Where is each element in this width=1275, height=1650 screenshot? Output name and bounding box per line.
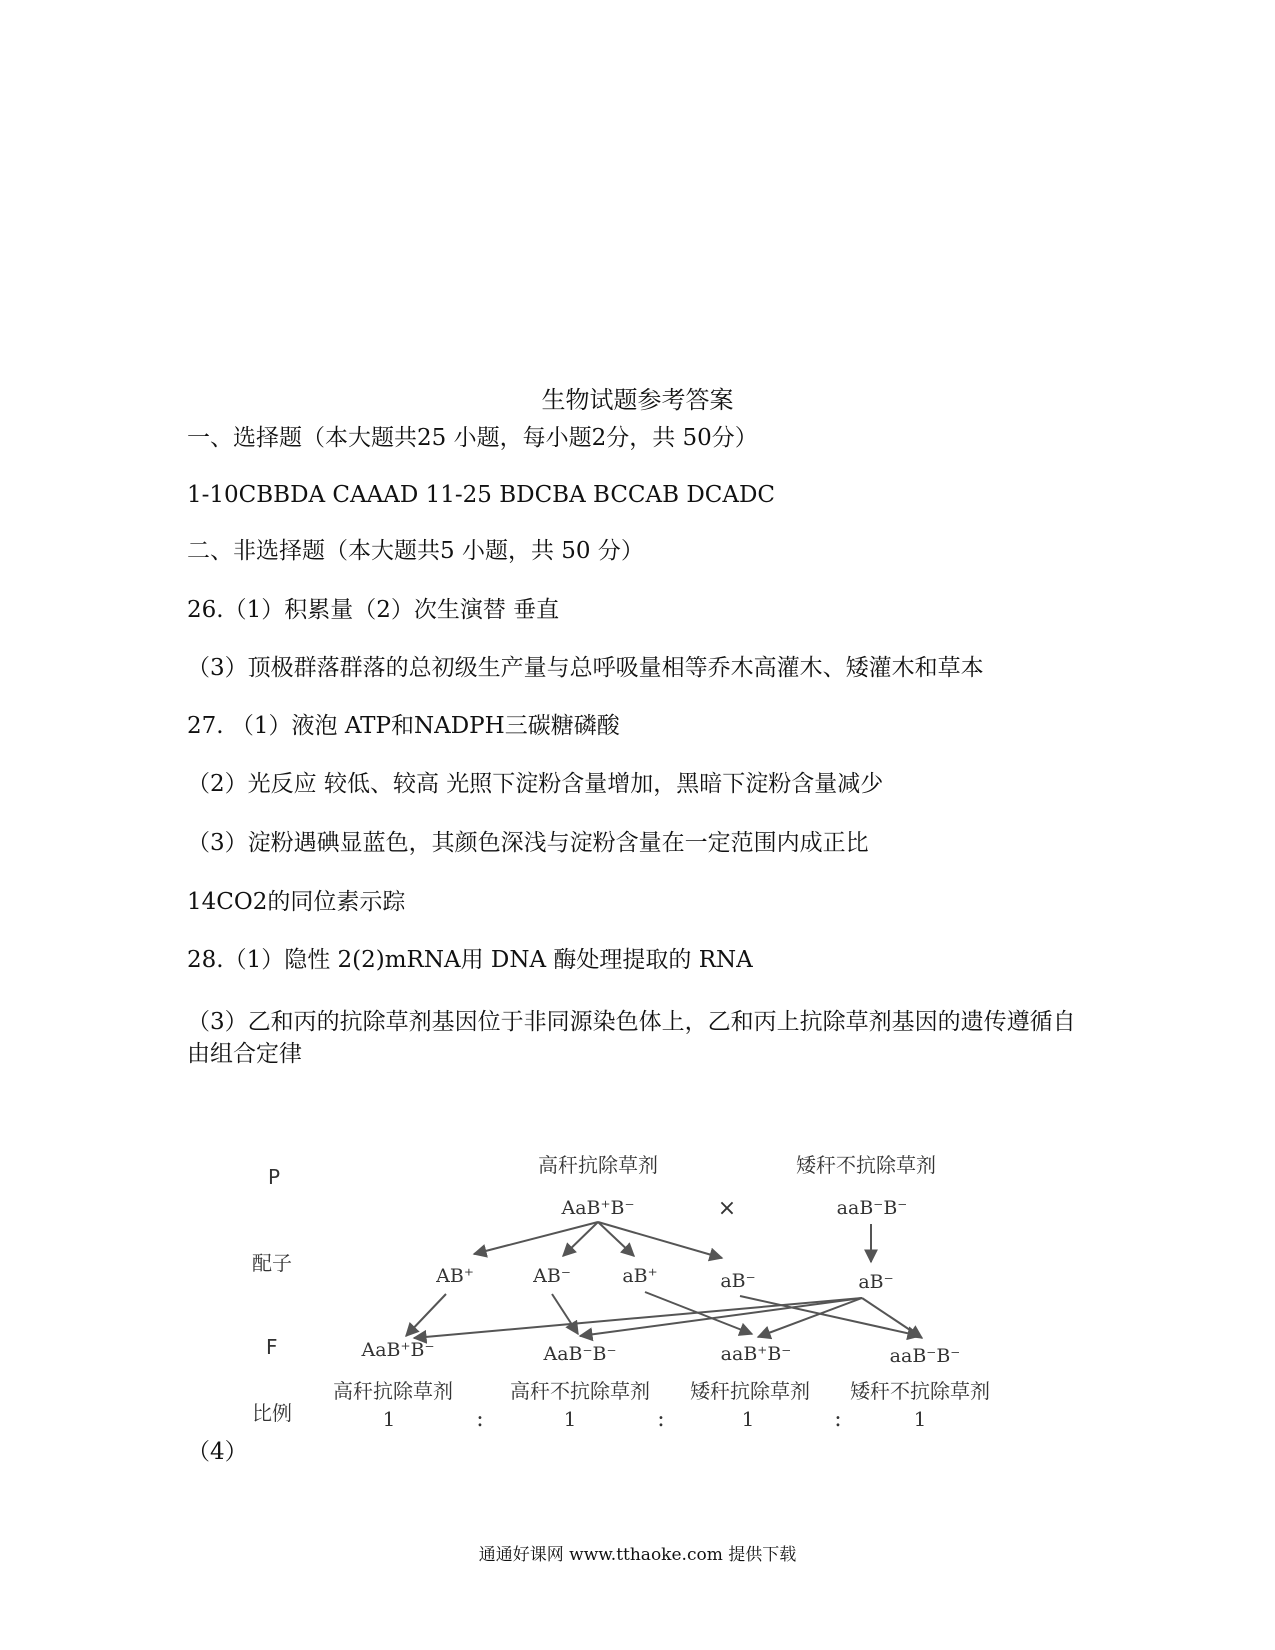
ratio-4: 1 [913,1407,927,1431]
arrow-g1-f1 [406,1294,446,1336]
ratio-sep-2: : [657,1407,665,1432]
offspring-3-phenotype: 矮秆抗除草剂 [690,1379,810,1403]
parent2-phenotype: 矮秆不抗除草剂 [796,1153,936,1177]
offspring-4-phenotype: 矮秆不抗除草剂 [850,1379,990,1403]
arrow-g5-f2 [580,1298,862,1336]
ratio-sep-1: : [476,1407,484,1432]
arrow-p1-g1 [474,1222,598,1254]
arrow-g5-f1 [414,1298,862,1338]
offspring-2-phenotype: 高秆不抗除草剂 [510,1379,650,1403]
page-title: 生物试题参考答案 [541,386,734,414]
offspring-1-phenotype: 高秆抗除草剂 [333,1379,453,1403]
row-label-ratio: 比例 [252,1401,292,1425]
row-label-gamete: 配子 [252,1251,292,1275]
arrow-g5-f4 [862,1298,922,1338]
section2-heading: 二、非选择题（本大题共5 小题，共 50 分） [187,538,644,564]
cross-symbol: × [717,1196,737,1221]
footer: 通通好课网 www.tthaoke.com 提供下载 [478,1545,797,1565]
gamete-4: aB⁻ [720,1270,756,1292]
offspring-1-genotype: AaB⁺B⁻ [361,1339,435,1361]
q28-line1: 28.（1）隐性 2(2)mRNA用 DNA 酶处理提取的 RNA [187,947,753,973]
parent2-genotype: aaB⁻B⁻ [836,1197,908,1219]
section1-heading: 一、选择题（本大题共25 小题，每小题2分，共 50分） [187,425,758,451]
gamete-2: AB⁻ [533,1265,571,1287]
ratio-2: 1 [563,1407,577,1431]
q27-line1: 27. （1）液泡 ATP和NADPH三碳糖磷酸 [187,713,620,739]
offspring-3-genotype: aaB⁺B⁻ [720,1343,792,1365]
q26-line1: 26.（1）积累量（2）次生演替 垂直 [187,597,560,623]
offspring-4-genotype: aaB⁻B⁻ [889,1345,961,1367]
row-label-p: P [268,1165,281,1189]
offspring-2-genotype: AaB⁻B⁻ [543,1343,617,1365]
q27-line4: 14CO2的同位素示踪 [187,889,406,915]
parent1-genotype: AaB⁺B⁻ [561,1197,635,1219]
parent1-phenotype: 高秆抗除草剂 [538,1153,658,1177]
ratio-1: 1 [382,1407,396,1431]
ratio-3: 1 [741,1407,755,1431]
row-label-f: F [266,1335,278,1359]
ratio-sep-3: : [834,1407,842,1432]
q28-part4-label: （4） [187,1439,248,1465]
q27-line2: （2）光反应 较低、较高 光照下淀粉含量增加，黑暗下淀粉含量减少 [187,771,884,797]
q26-line2: （3）顶极群落群落的总初级生产量与总呼吸量相等乔木高灌木、矮灌木和草本 [187,655,984,681]
choice-answers: 1-10CBBDA CAAAD 11-25 BDCBA BCCAB DCADC [187,482,776,508]
arrow-g2-f2 [552,1294,578,1334]
q28-line2: （3）乙和丙的抗除草剂基因位于非同源染色体上，乙和丙上抗除草剂基因的遗传遵循自由组合定律 [187,1009,1076,1067]
gamete-parent2: aB⁻ [858,1271,894,1293]
gamete-3: aB⁺ [622,1265,658,1287]
gamete-1: AB⁺ [436,1265,474,1287]
q27-line3: （3）淀粉遇碘显蓝色，其颜色深浅与淀粉含量在一定范围内成正比 [187,830,869,856]
